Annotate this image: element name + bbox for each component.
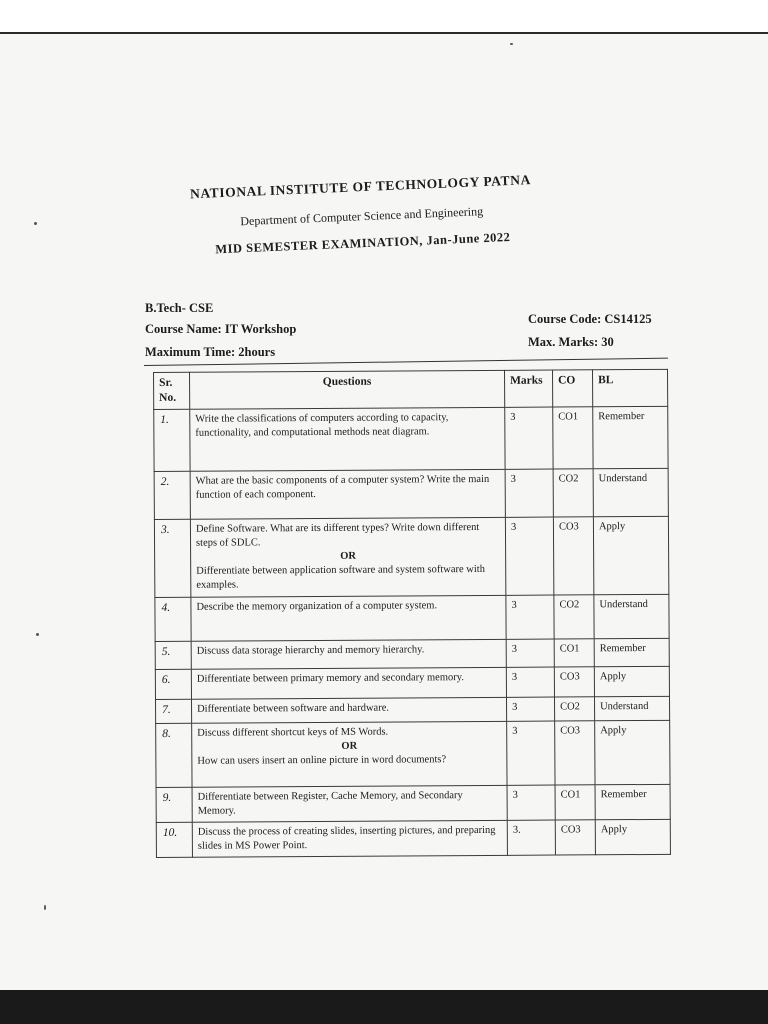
- row-sr: 3.: [154, 520, 190, 598]
- row-sr: 7.: [156, 700, 192, 724]
- row-sr: 9.: [156, 788, 192, 823]
- table-row: [154, 517, 668, 598]
- row-co: CO2: [553, 469, 593, 517]
- row-question: [192, 698, 507, 724]
- row-sr: 2.: [154, 472, 190, 520]
- row-co: CO3: [554, 667, 594, 697]
- row-marks: 3.: [507, 820, 555, 855]
- row-bl: Remember: [594, 639, 669, 667]
- row-sr: 8.: [156, 724, 192, 788]
- scan-speck: [44, 905, 46, 910]
- institute-name: NATIONAL INSTITUTE OF TECHNOLOGY PATNA: [189, 172, 532, 202]
- row-co: CO3: [553, 517, 593, 595]
- row-question: [192, 820, 507, 857]
- question-text: Write the classifications of computers according to capacity, functionality, and computational methods neat diagram.: [195, 412, 449, 439]
- scan-speck: [34, 222, 37, 225]
- question-text: What are the basic components of a computer system? Write the main function of each component.: [195, 474, 490, 501]
- program-label: B.Tech- CSE: [145, 301, 214, 315]
- header-questions: Questions: [190, 370, 505, 409]
- scan-speck: [36, 633, 39, 636]
- question-text: Differentiate between primary memory and secondary memory.: [196, 672, 464, 686]
- question-alt-text: Differentiate between application software and system software with examples.: [196, 563, 485, 591]
- row-bl: Remember: [595, 785, 670, 820]
- row-question: [190, 470, 505, 520]
- row-marks: 3: [505, 517, 553, 595]
- header-bl: BL: [592, 369, 667, 407]
- max-marks: Max. Marks: 30: [528, 335, 614, 349]
- row-marks: 3: [506, 697, 554, 721]
- row-marks: 3: [505, 469, 553, 517]
- row-question: [192, 786, 507, 823]
- table-row: [154, 407, 668, 472]
- scan-speck: [510, 43, 513, 45]
- question-text: Discuss different shortcut keys of MS Words.: [197, 726, 389, 740]
- row-bl: Understand: [594, 595, 669, 639]
- header-co: CO: [552, 370, 592, 408]
- row-sr: 4.: [155, 598, 191, 642]
- table-row: [155, 639, 669, 670]
- department-name: Department of Computer Science and Engineering: [240, 204, 484, 229]
- header-marks: Marks: [504, 370, 552, 408]
- table-row: [156, 785, 670, 823]
- table-row: [155, 595, 669, 642]
- row-bl: Understand: [594, 697, 669, 721]
- table-row: [156, 819, 670, 857]
- row-co: CO3: [555, 721, 595, 785]
- table-row: [156, 721, 670, 788]
- question-text: Describe the memory organization of a computer system.: [196, 600, 438, 614]
- table-header-row: [154, 369, 668, 409]
- row-co: CO2: [554, 697, 594, 721]
- row-co: CO1: [554, 639, 594, 667]
- row-marks: 3: [506, 595, 554, 639]
- row-question: [192, 722, 507, 788]
- question-text: Discuss the process of creating slides, inserting pictures, and preparing slides in MS Power Point.: [197, 824, 496, 852]
- row-co: CO1: [555, 785, 595, 820]
- row-co: CO1: [553, 407, 593, 469]
- row-bl: Apply: [593, 517, 668, 595]
- row-sr: 1.: [154, 410, 190, 472]
- row-bl: Understand: [593, 469, 668, 517]
- row-marks: 3: [506, 667, 554, 697]
- questions-table: [153, 369, 671, 858]
- row-question: [190, 408, 505, 472]
- row-marks: 3: [506, 639, 554, 667]
- row-question: [191, 596, 506, 642]
- scan-top-margin: [0, 0, 768, 34]
- row-bl: Remember: [593, 407, 668, 469]
- course-name: Course Name: IT Workshop: [145, 322, 297, 336]
- row-bl: Apply: [595, 721, 670, 785]
- exam-title: MID SEMESTER EXAMINATION, Jan-June 2022: [214, 229, 511, 257]
- row-bl: Apply: [595, 819, 670, 854]
- row-sr: 6.: [155, 670, 191, 700]
- or-separator: OR: [340, 550, 357, 562]
- row-question: [191, 668, 506, 700]
- row-marks: 3: [507, 721, 555, 785]
- table-row: [156, 697, 670, 724]
- table-row: [155, 667, 669, 700]
- max-time: Maximum Time: 2hours: [145, 345, 276, 359]
- scan-bottom-margin: [0, 990, 768, 1024]
- row-bl: Apply: [594, 667, 669, 697]
- row-question: [191, 640, 506, 670]
- row-sr: 5.: [155, 642, 191, 670]
- row-marks: 3: [505, 407, 553, 469]
- question-text: Differentiate between Register, Cache Memory, and Secondary Memory.: [197, 790, 463, 817]
- question-text: Discuss data storage hierarchy and memory hierarchy.: [196, 644, 425, 658]
- row-co: CO3: [555, 820, 595, 855]
- or-separator: OR: [341, 740, 358, 753]
- row-marks: 3: [507, 785, 555, 820]
- question-alt-text: How can users insert an online picture in word documents?: [197, 754, 447, 767]
- question-text: Define Software. What are its different types? Write down different steps of SDLC.: [195, 522, 480, 549]
- row-question: [190, 518, 505, 598]
- question-text: Differentiate between software and hardware.: [197, 702, 390, 716]
- header-sr: Sr. No.: [154, 372, 190, 410]
- row-co: CO2: [554, 595, 594, 639]
- table-row: [154, 469, 668, 520]
- row-sr: 10.: [156, 822, 192, 857]
- course-code: Course Code: CS14125: [528, 312, 652, 326]
